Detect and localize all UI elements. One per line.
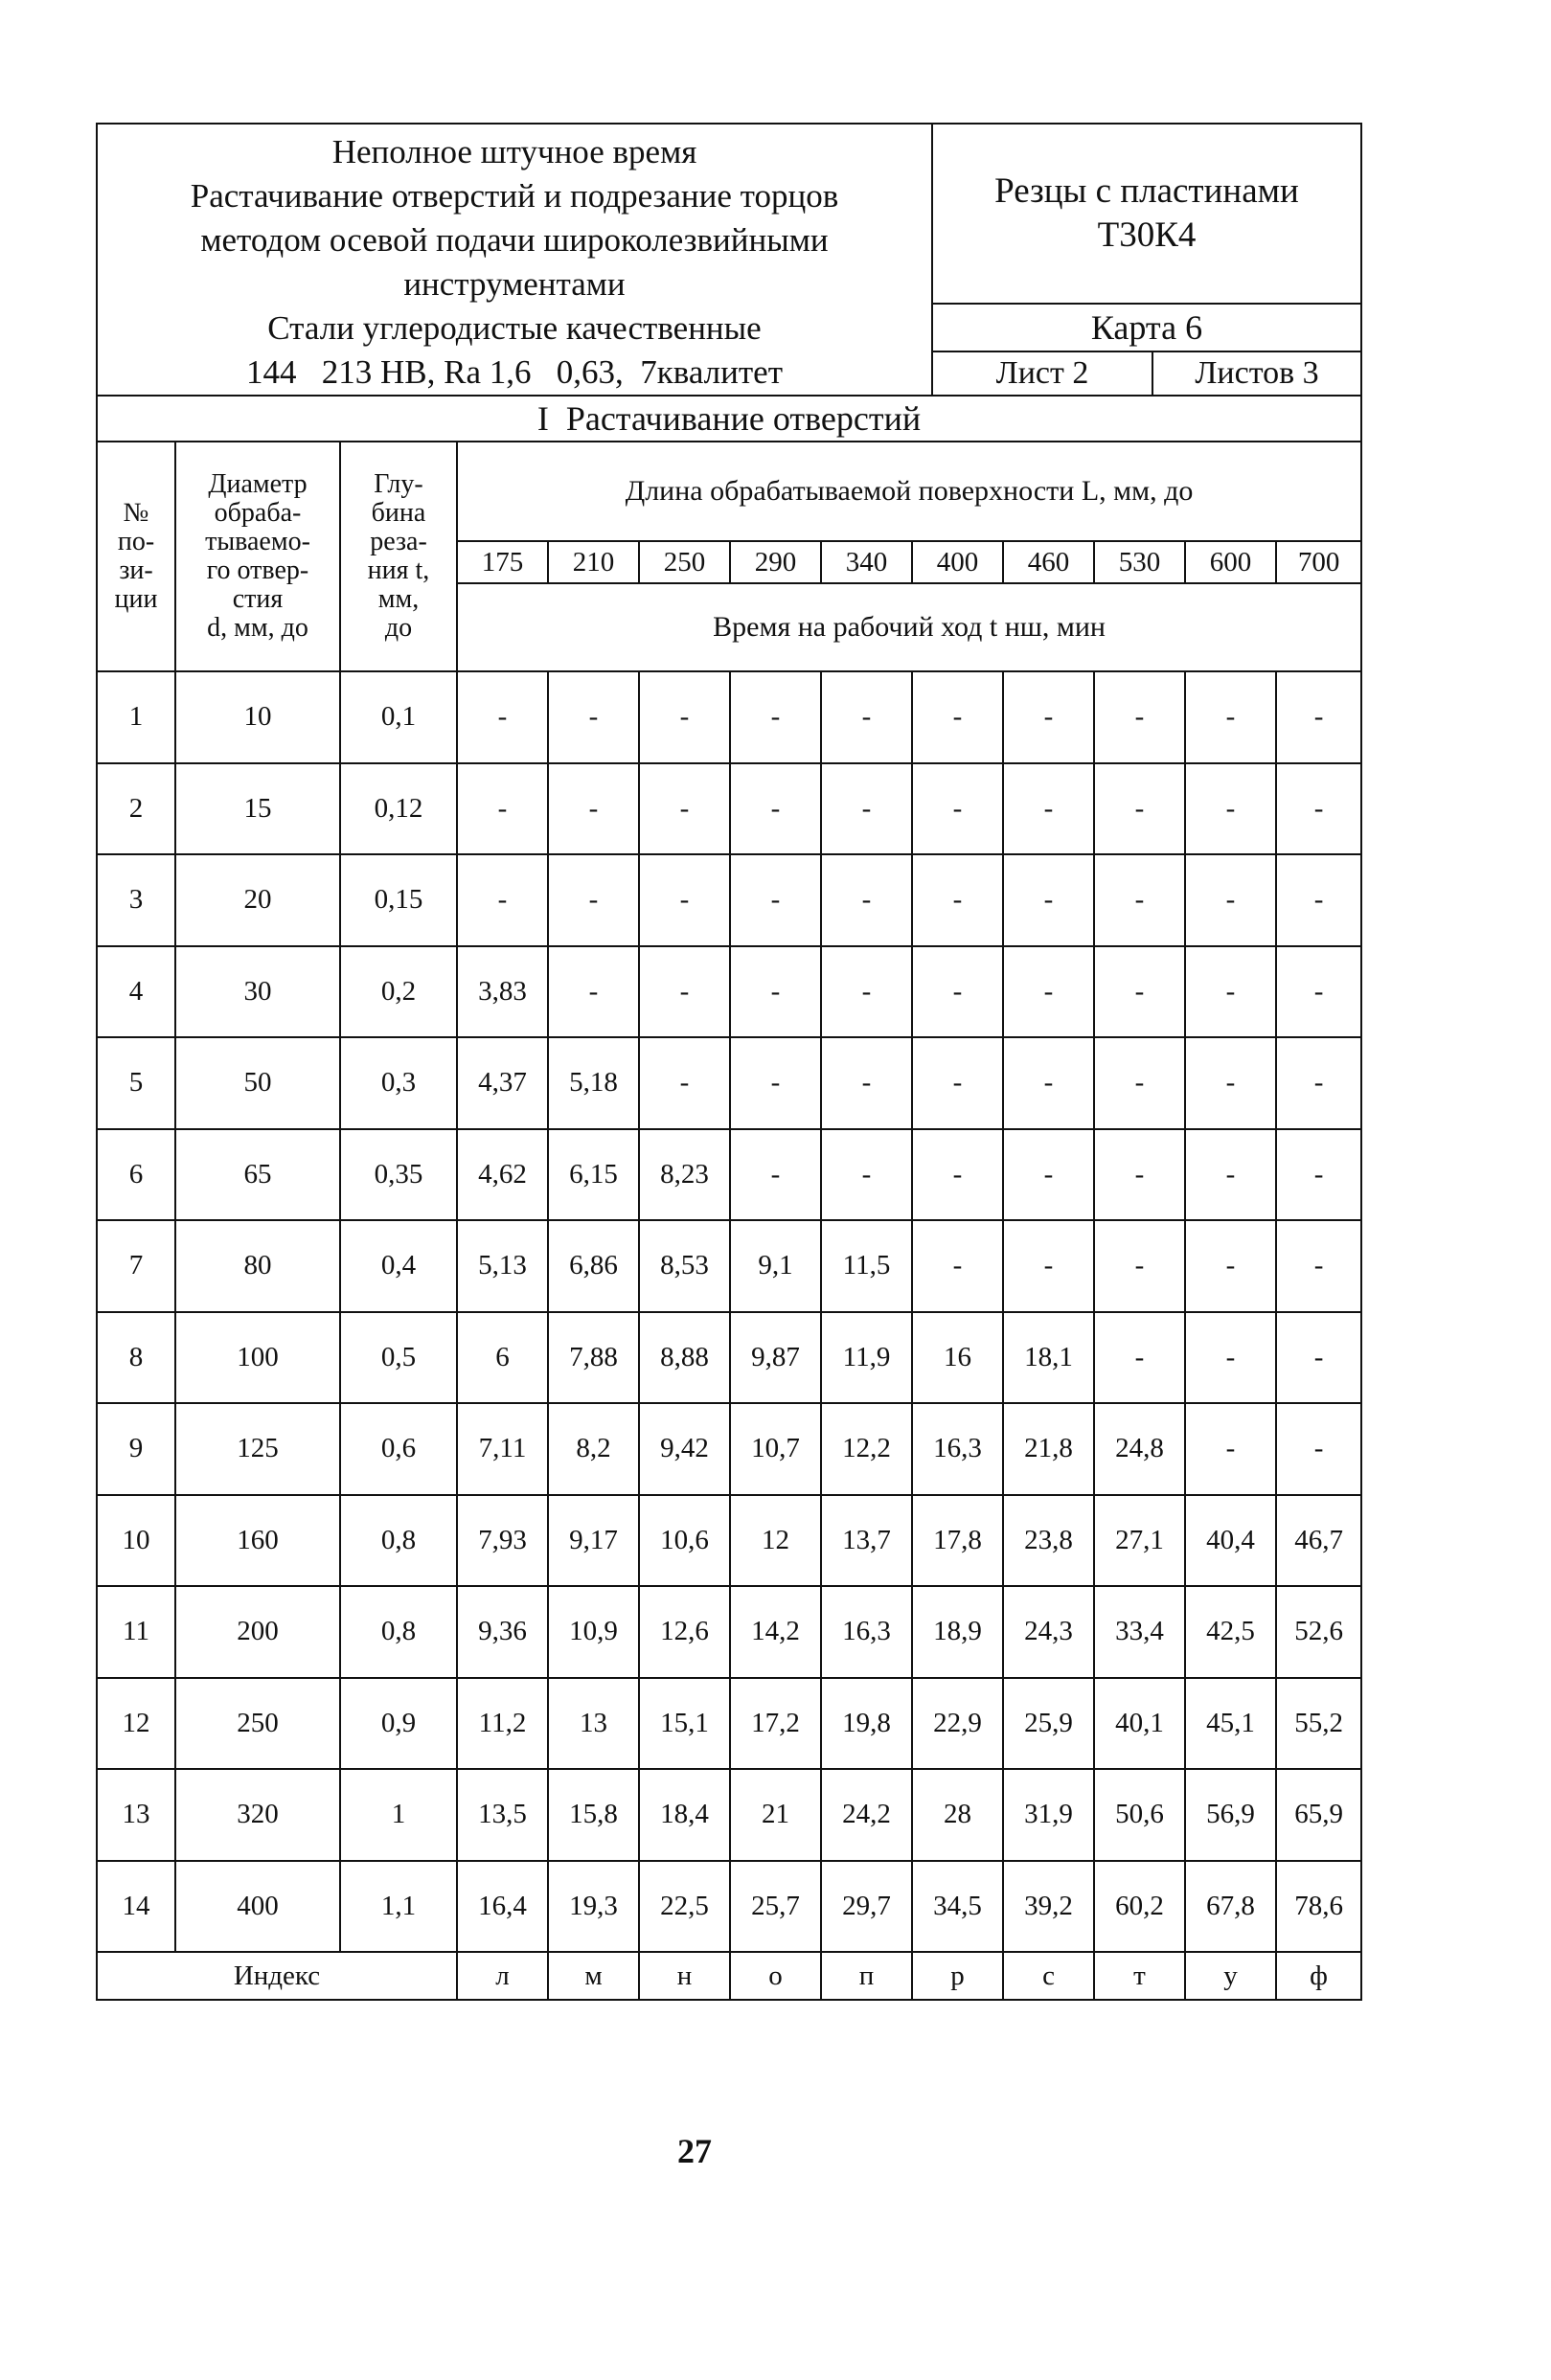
time-cell: - (1276, 763, 1361, 855)
section-title: I Растачивание отверстий (97, 396, 1361, 442)
diameter-cell: 320 (175, 1769, 340, 1861)
length-value: 460 (1003, 541, 1094, 583)
time-cell: - (1003, 1037, 1094, 1129)
length-value: 250 (639, 541, 730, 583)
column-depth-line: ния t, (367, 555, 430, 585)
table-row (97, 854, 1361, 946)
table-row (97, 671, 1361, 763)
position-cell: 14 (97, 1861, 175, 1953)
time-cell: - (548, 671, 639, 763)
time-cell: 11,9 (821, 1312, 912, 1404)
time-cell: 16,3 (821, 1586, 912, 1678)
column-position (97, 442, 175, 671)
title-line-6: 144 213 НВ, Ra 1,6 0,63, 7квалитет (246, 353, 783, 391)
time-cell: 9,17 (548, 1495, 639, 1587)
time-cell: - (821, 671, 912, 763)
time-cell: - (730, 1037, 821, 1129)
time-cell: 18,9 (912, 1586, 1003, 1678)
time-cell: 8,53 (639, 1220, 730, 1312)
column-depth-line: бина (371, 498, 426, 528)
time-cell: - (1185, 671, 1276, 763)
title-line-3: методом осевой подачи широколезвийными (200, 221, 829, 259)
time-header: Время на рабочий ход t нш, мин (457, 583, 1361, 671)
index-cell: н (639, 1952, 730, 2000)
time-cell: - (912, 763, 1003, 855)
time-cell: - (639, 1037, 730, 1129)
time-cell: 7,93 (457, 1495, 548, 1587)
column-position-line: № (123, 498, 149, 528)
time-cell: 9,36 (457, 1586, 548, 1678)
time-cell: 7,11 (457, 1403, 548, 1495)
time-cell: - (639, 946, 730, 1038)
time-cell: 78,6 (1276, 1861, 1361, 1953)
time-cell: - (1185, 1312, 1276, 1404)
diameter-cell: 125 (175, 1403, 340, 1495)
time-cell: - (1094, 1312, 1185, 1404)
index-cell: о (730, 1952, 821, 2000)
time-cell: - (1276, 1220, 1361, 1312)
time-cell: 17,2 (730, 1678, 821, 1770)
time-cell: - (1185, 946, 1276, 1038)
time-cell: 65,9 (1276, 1769, 1361, 1861)
time-cell: - (1003, 1129, 1094, 1221)
time-cell: 15,1 (639, 1678, 730, 1770)
diameter-cell: 80 (175, 1220, 340, 1312)
depth-cell: 0,15 (340, 854, 457, 946)
time-cell: 23,8 (1003, 1495, 1094, 1587)
time-cell: - (548, 946, 639, 1038)
column-diameter-line: Диаметр (208, 469, 308, 499)
time-cell: - (1003, 1220, 1094, 1312)
time-cell: - (1003, 763, 1094, 855)
time-cell: 10,7 (730, 1403, 821, 1495)
diameter-cell: 200 (175, 1586, 340, 1678)
time-cell: - (821, 854, 912, 946)
depth-cell: 0,4 (340, 1220, 457, 1312)
column-diameter-line: обраба- (214, 498, 302, 528)
table-row (97, 1129, 1361, 1221)
time-cell: - (912, 1129, 1003, 1221)
column-diameter (175, 442, 340, 671)
time-cell: 60,2 (1094, 1861, 1185, 1953)
time-cell: 6,86 (548, 1220, 639, 1312)
sheets-total: Листов 3 (1152, 351, 1361, 396)
time-cell: - (639, 763, 730, 855)
time-cell: - (821, 1037, 912, 1129)
time-cell: 5,13 (457, 1220, 548, 1312)
time-cell: - (821, 946, 912, 1038)
column-diameter-line: d, мм, до (207, 613, 308, 643)
norm-card (96, 123, 1360, 2001)
time-cell: - (1185, 1129, 1276, 1221)
time-cell: - (1003, 671, 1094, 763)
position-cell: 7 (97, 1220, 175, 1312)
time-cell: - (457, 854, 548, 946)
tool-line-1: Резцы с пластинами (994, 170, 1299, 211)
table-row (97, 1403, 1361, 1495)
time-cell: 7,88 (548, 1312, 639, 1404)
length-value: 600 (1185, 541, 1276, 583)
time-cell: 52,6 (1276, 1586, 1361, 1678)
time-cell: 22,9 (912, 1678, 1003, 1770)
column-position-line: ции (114, 584, 158, 614)
time-cell: - (1185, 1403, 1276, 1495)
time-cell: 4,62 (457, 1129, 548, 1221)
time-cell: - (1276, 854, 1361, 946)
diameter-cell: 30 (175, 946, 340, 1038)
position-cell: 9 (97, 1403, 175, 1495)
sheet-number: Лист 2 (932, 351, 1152, 396)
time-cell: - (548, 763, 639, 855)
time-cell: - (1185, 1220, 1276, 1312)
time-cell: 24,8 (1094, 1403, 1185, 1495)
page-number: 27 (677, 2132, 712, 2170)
diameter-cell: 10 (175, 671, 340, 763)
time-cell: 45,1 (1185, 1678, 1276, 1770)
title-line-1: Неполное штучное время (331, 133, 697, 170)
time-table (96, 441, 1362, 2001)
column-depth-line: мм, (377, 584, 420, 614)
column-depth-line: Глу- (374, 469, 423, 499)
time-cell: 50,6 (1094, 1769, 1185, 1861)
length-value: 340 (821, 541, 912, 583)
time-cell: - (912, 1220, 1003, 1312)
index-cell: м (548, 1952, 639, 2000)
table-row (97, 1037, 1361, 1129)
time-cell: 10,9 (548, 1586, 639, 1678)
index-cell: р (912, 1952, 1003, 2000)
diameter-cell: 65 (175, 1129, 340, 1221)
time-cell: 12,2 (821, 1403, 912, 1495)
time-cell: 8,88 (639, 1312, 730, 1404)
position-cell: 11 (97, 1586, 175, 1678)
time-cell: - (639, 854, 730, 946)
diameter-cell: 15 (175, 763, 340, 855)
time-cell: - (1094, 854, 1185, 946)
time-cell: 39,2 (1003, 1861, 1094, 1953)
position-cell: 4 (97, 946, 175, 1038)
diameter-cell: 100 (175, 1312, 340, 1404)
position-cell: 13 (97, 1769, 175, 1861)
position-cell: 12 (97, 1678, 175, 1770)
diameter-cell: 250 (175, 1678, 340, 1770)
length-value: 530 (1094, 541, 1185, 583)
time-cell: - (730, 946, 821, 1038)
time-cell: 46,7 (1276, 1495, 1361, 1587)
position-cell: 6 (97, 1129, 175, 1221)
position-cell: 1 (97, 671, 175, 763)
time-cell: 3,83 (457, 946, 548, 1038)
table-row (97, 1769, 1361, 1861)
time-cell: 8,2 (548, 1403, 639, 1495)
time-cell: - (1094, 1037, 1185, 1129)
time-cell: 34,5 (912, 1861, 1003, 1953)
time-cell: 12,6 (639, 1586, 730, 1678)
time-cell: - (639, 671, 730, 763)
time-cell: - (1094, 1220, 1185, 1312)
index-cell: с (1003, 1952, 1094, 2000)
time-cell: 17,8 (912, 1495, 1003, 1587)
depth-cell: 0,12 (340, 763, 457, 855)
column-position-line: по- (117, 527, 155, 556)
time-cell: 22,5 (639, 1861, 730, 1953)
index-cell: п (821, 1952, 912, 2000)
time-cell: 4,37 (457, 1037, 548, 1129)
time-cell: 21,8 (1003, 1403, 1094, 1495)
diameter-cell: 50 (175, 1037, 340, 1129)
position-cell: 8 (97, 1312, 175, 1404)
time-cell: - (1185, 1037, 1276, 1129)
length-value: 700 (1276, 541, 1361, 583)
time-cell: 13,7 (821, 1495, 912, 1587)
time-cell: 27,1 (1094, 1495, 1185, 1587)
time-cell: 16,3 (912, 1403, 1003, 1495)
time-cell: 33,4 (1094, 1586, 1185, 1678)
card-header (96, 123, 1362, 442)
time-cell: - (1276, 1312, 1361, 1404)
time-cell: 18,1 (1003, 1312, 1094, 1404)
length-value: 175 (457, 541, 548, 583)
position-cell: 3 (97, 854, 175, 946)
depth-cell: 0,1 (340, 671, 457, 763)
time-cell: - (730, 671, 821, 763)
time-cell: - (1276, 1129, 1361, 1221)
time-cell: 24,3 (1003, 1586, 1094, 1678)
time-cell: 67,8 (1185, 1861, 1276, 1953)
position-cell: 10 (97, 1495, 175, 1587)
time-cell: - (912, 854, 1003, 946)
table-row (97, 763, 1361, 855)
time-cell: - (1094, 763, 1185, 855)
column-position-line: зи- (119, 555, 153, 585)
depth-cell: 0,9 (340, 1678, 457, 1770)
time-cell: - (821, 763, 912, 855)
column-diameter-line: стия (232, 584, 284, 614)
time-cell: - (912, 1037, 1003, 1129)
time-cell: 29,7 (821, 1861, 912, 1953)
depth-cell: 0,6 (340, 1403, 457, 1495)
time-cell: 40,1 (1094, 1678, 1185, 1770)
time-cell: 18,4 (639, 1769, 730, 1861)
table-row (97, 1678, 1361, 1770)
column-diameter-line: тываемо- (205, 527, 310, 556)
time-cell: 19,8 (821, 1678, 912, 1770)
time-cell: 16,4 (457, 1861, 548, 1953)
time-cell: 8,23 (639, 1129, 730, 1221)
time-cell: 25,9 (1003, 1678, 1094, 1770)
index-cell: ф (1276, 1952, 1361, 2000)
length-value: 400 (912, 541, 1003, 583)
time-cell: - (730, 854, 821, 946)
diameter-cell: 160 (175, 1495, 340, 1587)
time-cell: 15,8 (548, 1769, 639, 1861)
index-cell: т (1094, 1952, 1185, 2000)
time-cell: 14,2 (730, 1586, 821, 1678)
time-cell: 16 (912, 1312, 1003, 1404)
depth-cell: 1 (340, 1769, 457, 1861)
time-cell: 13,5 (457, 1769, 548, 1861)
time-cell: 13 (548, 1678, 639, 1770)
index-label: Индекс (97, 1952, 457, 2000)
time-cell: - (457, 763, 548, 855)
time-cell: 55,2 (1276, 1678, 1361, 1770)
time-cell: 42,5 (1185, 1586, 1276, 1678)
time-cell: - (1094, 671, 1185, 763)
table-row (97, 1861, 1361, 1953)
length-value: 210 (548, 541, 639, 583)
depth-cell: 0,3 (340, 1037, 457, 1129)
time-cell: 9,42 (639, 1403, 730, 1495)
title-line-4: инструментами (403, 265, 626, 303)
time-cell: - (1276, 1037, 1361, 1129)
table-body (97, 671, 1361, 2000)
time-cell: 6 (457, 1312, 548, 1404)
length-value: 290 (730, 541, 821, 583)
card-title (97, 124, 932, 396)
time-cell: 21 (730, 1769, 821, 1861)
time-cell: - (1003, 854, 1094, 946)
depth-cell: 0,8 (340, 1495, 457, 1587)
time-cell: 6,15 (548, 1129, 639, 1221)
depth-cell: 0,35 (340, 1129, 457, 1221)
table-row (97, 946, 1361, 1038)
title-line-2: Растачивание отверстий и подрезание торцов (190, 177, 839, 215)
depth-cell: 0,2 (340, 946, 457, 1038)
time-cell: 9,87 (730, 1312, 821, 1404)
depth-cell: 0,8 (340, 1586, 457, 1678)
time-cell: - (1094, 1129, 1185, 1221)
time-cell: 31,9 (1003, 1769, 1094, 1861)
column-depth-line: реза- (370, 527, 427, 556)
card-number: Карта 6 (932, 304, 1361, 351)
time-cell: 40,4 (1185, 1495, 1276, 1587)
time-cell: 28 (912, 1769, 1003, 1861)
depth-cell: 0,5 (340, 1312, 457, 1404)
time-cell: 11,2 (457, 1678, 548, 1770)
time-cell: 56,9 (1185, 1769, 1276, 1861)
time-cell: 10,6 (639, 1495, 730, 1587)
diameter-cell: 20 (175, 854, 340, 946)
time-cell: - (912, 671, 1003, 763)
table-row (97, 1495, 1361, 1587)
position-cell: 5 (97, 1037, 175, 1129)
time-cell: - (1276, 946, 1361, 1038)
time-cell: 5,18 (548, 1037, 639, 1129)
time-cell: 9,1 (730, 1220, 821, 1312)
time-cell: 11,5 (821, 1220, 912, 1312)
index-row (97, 1952, 1361, 2000)
time-cell: - (912, 946, 1003, 1038)
time-cell: - (457, 671, 548, 763)
time-cell: 12 (730, 1495, 821, 1587)
time-cell: - (821, 1129, 912, 1221)
length-header: Длина обрабатываемой поверхности L, мм, до (457, 442, 1361, 541)
time-cell: - (1003, 946, 1094, 1038)
table-row (97, 1586, 1361, 1678)
title-line-5: Стали углеродистые качественные (267, 309, 762, 347)
column-depth (340, 442, 457, 671)
tool-description (932, 124, 1361, 304)
time-cell: - (1185, 854, 1276, 946)
column-diameter-line: го отвер- (206, 555, 309, 585)
depth-cell: 1,1 (340, 1861, 457, 1953)
table-row (97, 1312, 1361, 1404)
time-cell: - (1094, 946, 1185, 1038)
table-row (97, 1220, 1361, 1312)
index-cell: л (457, 1952, 548, 2000)
diameter-cell: 400 (175, 1861, 340, 1953)
time-cell: 19,3 (548, 1861, 639, 1953)
column-depth-line: до (384, 613, 413, 643)
index-cell: у (1185, 1952, 1276, 2000)
time-cell: - (1276, 1403, 1361, 1495)
time-cell: - (1276, 671, 1361, 763)
time-cell: 25,7 (730, 1861, 821, 1953)
time-cell: - (730, 763, 821, 855)
time-cell: - (548, 854, 639, 946)
time-cell: - (1185, 763, 1276, 855)
time-cell: - (730, 1129, 821, 1221)
time-cell: 24,2 (821, 1769, 912, 1861)
tool-line-2: Т30К4 (1097, 215, 1197, 255)
position-cell: 2 (97, 763, 175, 855)
